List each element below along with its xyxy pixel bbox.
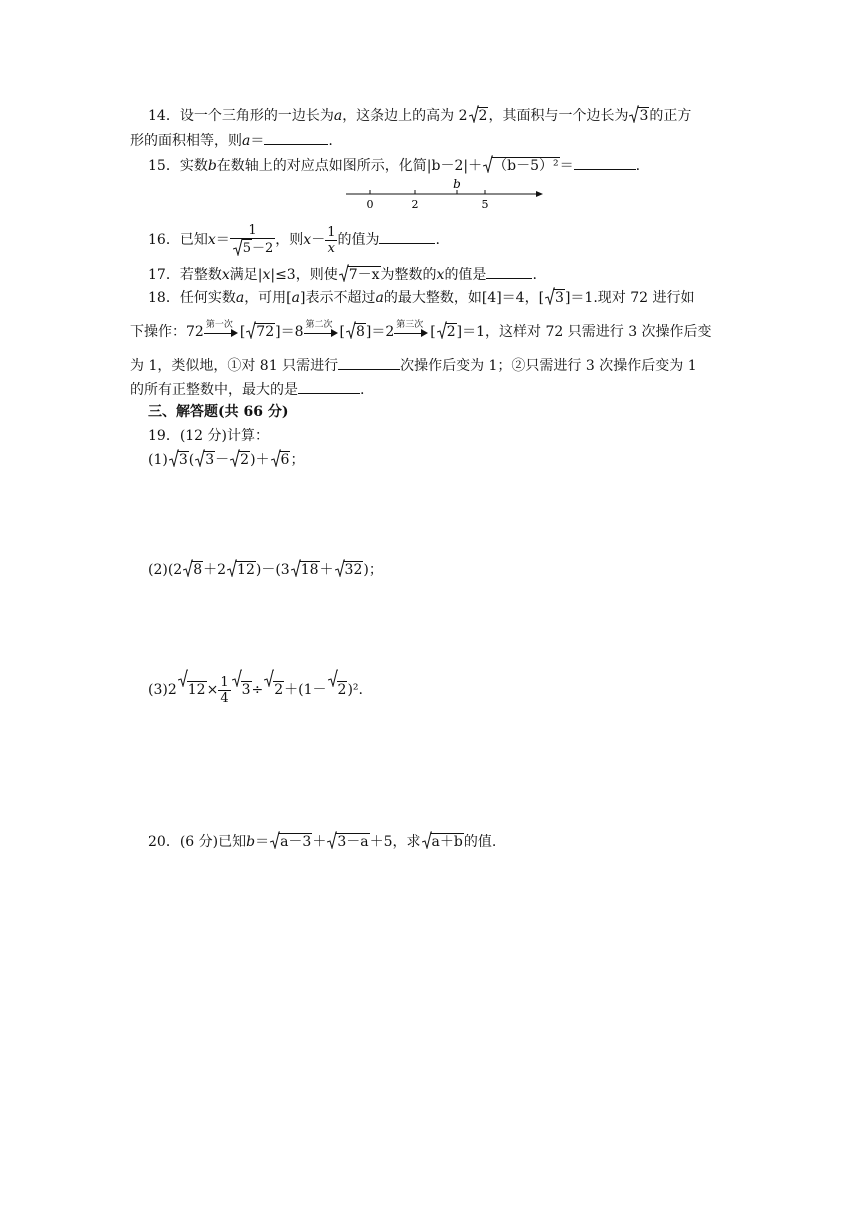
- sqrt-symbol: a－3: [270, 832, 312, 852]
- q18-line1: 18．任何实数a，可用[a]表示不超过a的最大整数，如[4]＝4，[ 3]＝1.现对 72 进行如: [148, 290, 695, 306]
- q19-title: 19．(12 分)计算：: [148, 428, 270, 444]
- arrow-right-icon: 第一次: [204, 325, 240, 339]
- tick-label: 0: [366, 198, 374, 211]
- sqrt-symbol: a＋b: [422, 832, 464, 852]
- sqrt-symbol: 6: [271, 450, 291, 470]
- sqrt-symbol: 12: [178, 670, 207, 710]
- sqrt-symbol: 72: [246, 322, 275, 342]
- sqrt-symbol: 3: [545, 288, 565, 308]
- q19-part3: (3)2 12× $\frac{1}{4}$ 3÷ 2＋(1－ 2)².: [148, 670, 363, 710]
- sqrt-symbol: 3: [232, 670, 252, 710]
- number-line: [340, 176, 550, 212]
- q14-line1: 14．设一个三角形的一边长为a，这条边上的高为 2 2，其面积与一个边长为 3的正方: [148, 108, 692, 124]
- sqrt-symbol: 5: [233, 239, 252, 257]
- sqrt-symbol: 8: [346, 322, 366, 342]
- answer-blank: [264, 130, 328, 145]
- sqrt-symbol: 3: [629, 106, 649, 126]
- q20-line: 20．(6 分)已知b＝ a－3＋ 3－a＋5，求 a＋b的值.: [148, 834, 497, 850]
- arrow-head-icon: [536, 191, 543, 197]
- q19-part1: (1) 3( 3－ 2)＋ 6；: [148, 452, 305, 468]
- sqrt-symbol: 7－x: [339, 265, 381, 285]
- q18-line4: 的所有正整数中，最大的是 .: [130, 379, 364, 400]
- sqrt-symbol: 2: [328, 670, 348, 710]
- q18-line3: 为 1，类似地，①对 81 只需进行 次操作后变为 1；②只需进行 3 次操作后变为 1: [130, 355, 697, 376]
- answer-blank: [574, 155, 636, 170]
- answer-blank: [298, 379, 360, 394]
- sqrt-symbol: 8: [183, 560, 203, 580]
- q18-line2: 下操作：72 第一次 [ 72]＝8 第二次 [ 8]＝2 第三次 [ 2]＝1，这样对 72 只需进行 3 次操作后变: [130, 320, 712, 340]
- sqrt-symbol: 3－a: [327, 832, 369, 852]
- answer-blank: [486, 264, 532, 279]
- q17-line: 17．若整数x满足|x|≤3，则使 7－x为整数的x的值是 .: [148, 264, 537, 285]
- answer-blank: [338, 355, 400, 370]
- arrow-right-icon: 第三次: [394, 325, 430, 339]
- sqrt-symbol: 2: [264, 670, 284, 710]
- sqrt-symbol: 3: [195, 450, 215, 470]
- tick-label: 5: [481, 198, 489, 211]
- sqrt-symbol: 2: [437, 322, 457, 342]
- fraction: $\frac{1}{4}$: [220, 674, 229, 706]
- section-heading: 三、解答题(共 66 分): [148, 404, 289, 420]
- arrow-right-icon: 第二次: [304, 325, 340, 339]
- tick-label: 2: [411, 198, 419, 211]
- fraction: $\frac{1}{5-2}$: [230, 223, 276, 257]
- sqrt-symbol: 2: [469, 106, 489, 126]
- q14-line2: 形的面积相等，则a＝ .: [130, 130, 333, 151]
- sqrt-symbol: 32: [335, 560, 364, 580]
- sqrt-symbol: （b－5）²: [483, 156, 559, 176]
- point-label-b: b: [453, 177, 461, 191]
- sqrt-symbol: 12: [227, 560, 256, 580]
- fraction: $\frac{1}{x}$: [327, 224, 336, 256]
- sqrt-symbol: 2: [230, 450, 250, 470]
- answer-blank: [379, 229, 435, 244]
- q15-line: 15．实数b在数轴上的对应点如图所示，化简|b－2|＋ （b－5）²＝ .: [148, 155, 640, 176]
- sqrt-symbol: 18: [291, 560, 320, 580]
- q19-part2: (2)(2 8＋2 12)－(3 18＋ 32)；: [148, 562, 383, 578]
- q16-line: 16．已知x＝ $\frac{1}{5-2}$ ，则x－ $\frac{1}{x}$ 的值为 .: [148, 223, 440, 256]
- sqrt-symbol: 3: [169, 450, 189, 470]
